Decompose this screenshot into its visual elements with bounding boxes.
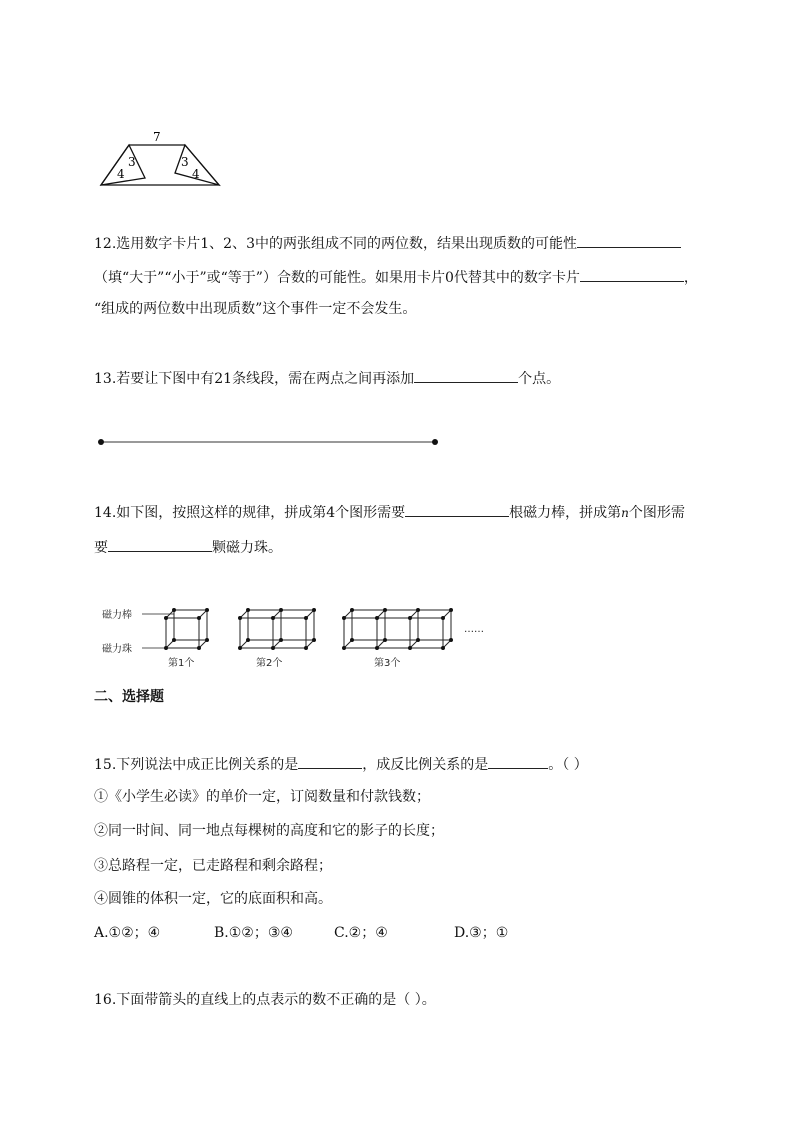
q15-option-b[interactable]: B.①②；③④ <box>214 925 293 941</box>
sequence-ellipsis: …… <box>464 624 484 635</box>
section-title: 二、选择题 <box>94 689 164 705</box>
q12-line1 <box>94 232 681 254</box>
bead-label: 磁力珠 <box>102 644 132 655</box>
q14-blank-1[interactable] <box>405 501 509 517</box>
q15-text-3: 。（ ） <box>548 757 588 773</box>
q15-blank-2[interactable] <box>488 753 548 769</box>
magnet-bead <box>449 608 453 612</box>
right-triangle-side-label: 3 <box>181 155 189 169</box>
q15-option-c[interactable]: C.②；④ <box>334 925 388 941</box>
magnet-bead <box>383 608 387 612</box>
magnet-bead <box>449 638 453 642</box>
q15-option-a[interactable]: A.①②；④ <box>94 925 161 941</box>
q12-blank-1[interactable] <box>577 232 681 248</box>
q15-stem <box>94 753 588 775</box>
q15-blank-1[interactable] <box>298 753 362 769</box>
segment-endpoint-left <box>98 439 104 445</box>
q14-blank-2[interactable] <box>108 536 212 552</box>
magnet-bead <box>350 608 354 612</box>
magnet-cube-figure <box>100 602 500 672</box>
q12-text-1: 12.选用数字卡片1、2、3中的两张组成不同的两位数，结果出现质数的可能性 <box>94 236 577 252</box>
figure-1-caption: 第1个 <box>168 658 195 669</box>
magnet-bead <box>312 608 316 612</box>
magnet-bead <box>304 646 308 650</box>
q14-line1 <box>94 501 685 523</box>
q13-blank[interactable] <box>414 367 518 383</box>
figure-3-cubes <box>342 608 453 650</box>
segment-figure <box>96 436 442 448</box>
magnet-bead <box>312 638 316 642</box>
right-triangle-base-label: 4 <box>192 167 200 181</box>
magnet-bead <box>279 638 283 642</box>
magnet-bead <box>238 646 242 650</box>
magnet-bead <box>246 638 250 642</box>
q14-text-3: 个图形需 <box>628 505 685 521</box>
q14-line2 <box>94 536 282 558</box>
q12-blank-2[interactable] <box>580 266 684 282</box>
top-length-label: 7 <box>153 130 161 144</box>
q14-text-4: 要 <box>94 540 108 556</box>
rod-label: 磁力棒 <box>102 610 132 621</box>
magnet-bead <box>350 638 354 642</box>
magnet-bead <box>416 608 420 612</box>
magnet-bead <box>304 616 308 620</box>
magnet-bead <box>383 638 387 642</box>
q15-option-d[interactable]: D.③；① <box>454 925 509 941</box>
left-triangle-base-label: 4 <box>117 167 125 181</box>
q14-text-2: 根磁力棒，拼成第 <box>509 505 622 521</box>
magnet-bead <box>246 608 250 612</box>
q12-text-2: （填“大于”“小于”或“等于”）合数的可能性。如果用卡片0代替其中的数字卡片 <box>94 270 580 286</box>
q15-text-1: 15.下列说法中成正比例关系的是 <box>94 757 299 773</box>
figure-2-cubes <box>238 608 316 650</box>
q12-comma: ， <box>683 270 698 286</box>
trapezoid-figure <box>95 128 225 190</box>
q15-item-2: ②同一时间、同一地点每棵树的高度和它的影子的长度； <box>94 823 444 839</box>
q15-item-4: ④圆锥的体积一定，它的底面积和高。 <box>94 891 332 907</box>
q13-line <box>94 367 560 389</box>
magnet-bead <box>164 646 168 650</box>
magnet-bead <box>271 616 275 620</box>
magnet-bead <box>441 646 445 650</box>
magnet-bead <box>205 608 209 612</box>
magnet-bead <box>342 646 346 650</box>
magnet-bead <box>172 638 176 642</box>
q15-item-3: ③总路程一定，已走路程和剩余路程； <box>94 858 332 874</box>
q12-line2 <box>94 266 698 288</box>
magnet-bead <box>342 616 346 620</box>
figure-2-caption: 第2个 <box>256 658 283 669</box>
q12-text-3: “组成的两位数中出现质数”这个事件一定不会发生。 <box>94 301 417 317</box>
magnet-bead <box>441 616 445 620</box>
q14-text-5: 颗磁力珠。 <box>212 540 282 556</box>
q15-text-2: ，成反比例关系的是 <box>362 757 489 773</box>
magnet-bead <box>408 616 412 620</box>
magnet-bead <box>164 616 168 620</box>
q13-text-1: 13.若要让下图中有21条线段，需在两点之间再添加 <box>94 371 415 387</box>
q12-line3 <box>94 299 416 319</box>
q15-item-1: ①《小学生必读》的单价一定，订阅数量和付款钱数； <box>94 789 430 805</box>
magnet-bead <box>375 616 379 620</box>
figure-3-caption: 第3个 <box>374 658 401 669</box>
q16-text: 16.下面带箭头的直线上的点表示的数不正确的是（ ）。 <box>94 992 436 1008</box>
q14-text-1: 14.如下图，按照这样的规律，拼成第4个图形需要 <box>94 505 406 521</box>
magnet-bead <box>238 616 242 620</box>
left-triangle-side-label: 3 <box>128 155 136 169</box>
magnet-bead <box>408 646 412 650</box>
magnet-bead <box>205 638 209 642</box>
q14-variable: n <box>621 506 629 520</box>
magnet-bead <box>279 608 283 612</box>
magnet-bead <box>172 608 176 612</box>
magnet-bead <box>271 646 275 650</box>
magnet-bead <box>375 646 379 650</box>
q13-text-2: 个点。 <box>518 371 561 387</box>
magnet-bead <box>197 646 201 650</box>
magnet-bead <box>197 616 201 620</box>
segment-endpoint-right <box>432 439 438 445</box>
magnet-bead <box>416 638 420 642</box>
